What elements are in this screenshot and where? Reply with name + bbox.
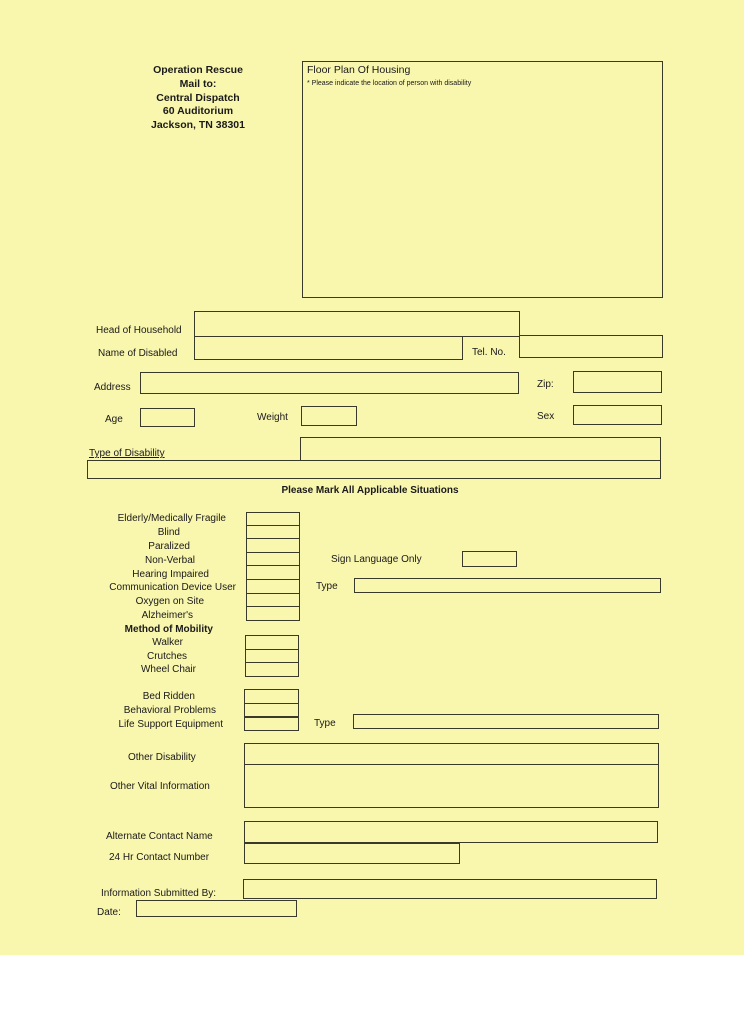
contact-number-field[interactable] xyxy=(244,843,460,864)
submitted-by-label: Information Submitted By: xyxy=(101,888,217,899)
care-label: Behavioral Problems xyxy=(123,705,216,716)
care-checkbox-bed-ridden[interactable] xyxy=(244,689,299,704)
situation-label: Oxygen on Site xyxy=(135,596,204,607)
head-of-household-field[interactable] xyxy=(194,311,520,337)
address-field[interactable] xyxy=(140,372,519,394)
mobility-heading: Method of Mobility xyxy=(124,624,213,635)
situation-checkbox-blind[interactable] xyxy=(246,525,300,539)
age-field[interactable] xyxy=(140,408,195,427)
sex-label: Sex xyxy=(537,411,555,422)
mobility-checkbox-crutches[interactable] xyxy=(245,649,299,663)
date-field[interactable] xyxy=(136,900,297,917)
situation-label: Hearing Impaired xyxy=(132,569,209,580)
dispatch-city: Jackson, TN 38301 xyxy=(151,119,245,131)
situation-label: Elderly/Medically Fragile xyxy=(117,513,226,524)
mobility-label: Walker xyxy=(152,637,183,648)
weight-label: Weight xyxy=(257,412,288,423)
type-of-disability-field-2[interactable] xyxy=(87,460,661,479)
type-of-disability-label: Type of Disability xyxy=(89,448,165,459)
tel-no-label: Tel. No. xyxy=(472,347,506,358)
mobility-checkbox-wheel-chair[interactable] xyxy=(245,662,299,677)
age-label: Age xyxy=(105,414,123,425)
address-label: Address xyxy=(94,382,131,393)
situation-checkbox-non-verbal[interactable] xyxy=(246,552,300,566)
situations-heading: Please Mark All Applicable Situations xyxy=(281,485,459,496)
situation-checkbox-oxygen[interactable] xyxy=(246,593,300,607)
mobility-checkbox-walker[interactable] xyxy=(245,635,299,650)
zip-label: Zip: xyxy=(537,379,554,390)
mobility-label: Wheel Chair xyxy=(140,664,196,675)
head-of-household-label: Head of Household xyxy=(96,325,182,336)
other-vital-field[interactable] xyxy=(244,764,659,808)
situation-label: Non-Verbal xyxy=(144,555,195,566)
situation-checkbox-elderly[interactable] xyxy=(246,512,300,526)
sex-field[interactable] xyxy=(573,405,662,425)
comm-device-type-label: Type xyxy=(316,581,338,592)
situation-label: Communication Device User xyxy=(109,582,236,593)
contact-number-label: 24 Hr Contact Number xyxy=(109,852,210,863)
submitted-by-field[interactable] xyxy=(243,879,657,899)
dispatch-street: 60 Auditorium xyxy=(162,105,234,117)
care-label: Bed Ridden xyxy=(142,691,195,702)
weight-field[interactable] xyxy=(301,406,357,426)
sign-language-label: Sign Language Only xyxy=(331,554,422,565)
floor-plan-note: * Please indicate the location of person with disability xyxy=(307,80,472,87)
date-label: Date: xyxy=(97,907,121,918)
situation-checkbox-paralized[interactable] xyxy=(246,538,300,553)
floor-plan-box[interactable] xyxy=(302,61,663,298)
mail-to-label: Mail to: xyxy=(179,78,217,90)
alternate-contact-field[interactable] xyxy=(244,821,658,843)
care-label: Life Support Equipment xyxy=(118,719,223,730)
name-of-disabled-label: Name of Disabled xyxy=(98,348,178,359)
comm-device-type-field[interactable] xyxy=(354,578,661,593)
situation-checkbox-hearing[interactable] xyxy=(246,565,300,580)
sign-language-checkbox[interactable] xyxy=(462,551,517,567)
other-disability-field[interactable] xyxy=(244,743,659,765)
other-disability-label: Other Disability xyxy=(128,752,196,763)
mobility-label: Crutches xyxy=(146,651,187,662)
type-of-disability-field[interactable] xyxy=(300,437,661,461)
name-of-disabled-field[interactable] xyxy=(194,336,463,360)
other-vital-label: Other Vital Information xyxy=(110,781,210,792)
care-checkbox-life-support[interactable] xyxy=(244,716,299,731)
situation-label: Alzheimer's xyxy=(141,610,193,621)
situation-checkbox-comm-device[interactable] xyxy=(246,579,300,594)
zip-field[interactable] xyxy=(573,371,662,393)
alternate-contact-label: Alternate Contact Name xyxy=(106,831,213,842)
org-name: Operation Rescue xyxy=(153,64,243,76)
situation-label: Paralized xyxy=(148,541,190,552)
life-support-type-field[interactable] xyxy=(353,714,659,729)
situation-label: Blind xyxy=(157,527,180,538)
floor-plan-title: Floor Plan Of Housing xyxy=(307,64,411,76)
life-support-type-label: Type xyxy=(314,718,336,729)
tel-no-field[interactable] xyxy=(519,335,663,358)
dispatch-name: Central Dispatch xyxy=(156,92,240,104)
situation-checkbox-alzheimers[interactable] xyxy=(246,606,300,621)
